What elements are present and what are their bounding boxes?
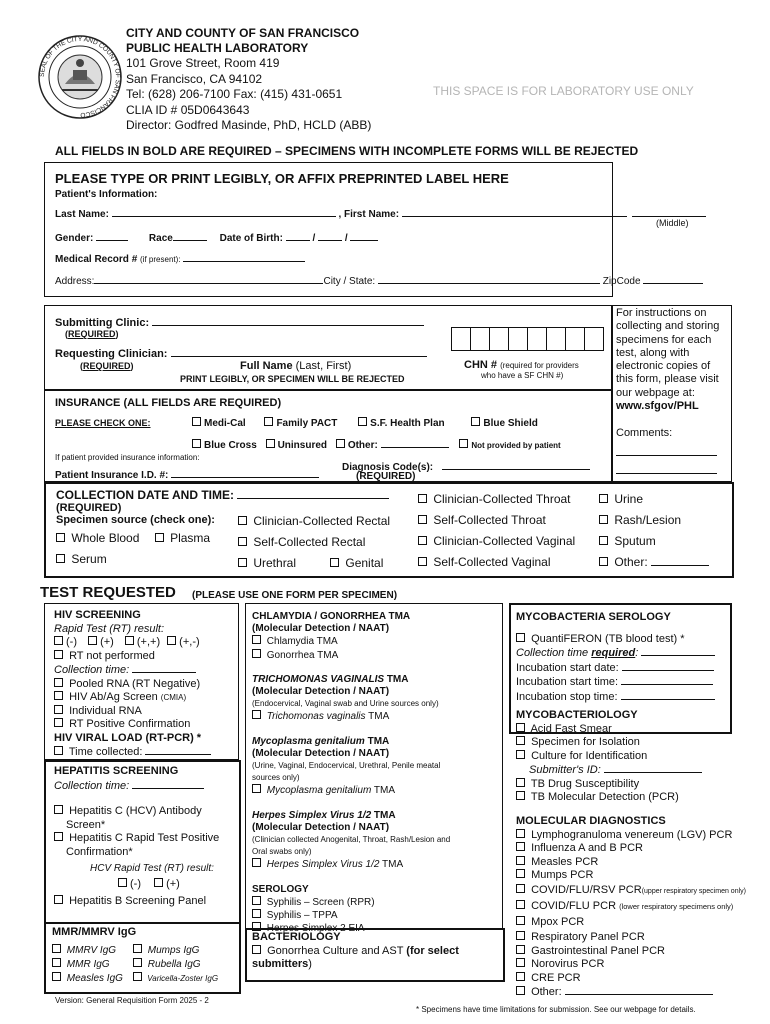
hsv-note-1: (Clinician collected Anogenital, Throat, Rash/Lesion and — [252, 835, 451, 845]
hsv-subtitle: (Molecular Detection / NAAT) — [252, 821, 390, 833]
submitting-required: (REQUIRED) — [65, 329, 119, 339]
influenza-pcr[interactable]: Influenza A and B PCR — [516, 842, 746, 856]
insurance-id-row: Patient Insurance I.D. #: — [55, 468, 319, 481]
source-self-rectal[interactable]: Self-Collected Rectal — [238, 532, 390, 553]
mycobacteriology-section — [516, 709, 702, 805]
trich-subtitle: (Molecular Detection / NAAT) — [252, 686, 390, 698]
zip-field[interactable] — [643, 274, 703, 284]
mycobacteriology-title: MYCOBACTERIOLOGY — [516, 709, 638, 721]
comments-line-1[interactable] — [616, 455, 717, 456]
trich-tma[interactable]: Trichomonas vaginalis TMA — [252, 710, 450, 723]
source-row-blood — [56, 531, 210, 545]
mgen-note-2: sources only) — [252, 773, 300, 783]
hiv-rt-pos-pos[interactable]: (+,+) — [125, 636, 160, 648]
molecular-section — [516, 815, 746, 1000]
gonorrhea-culture[interactable]: Gonorrhea Culture and AST (for select — [252, 945, 459, 959]
chn-note: who have a SF CHN #) — [481, 371, 564, 380]
mrn-field[interactable] — [183, 252, 305, 262]
requesting-required: (REQUIRED) — [80, 361, 134, 371]
hepatitis-c-rapid-confirmation[interactable]: Hepatitis C Rapid Test Positive — [54, 832, 219, 846]
source-serum[interactable]: Serum — [56, 552, 107, 566]
norovirus-pcr[interactable]: Norovirus PCR — [516, 958, 746, 972]
incubation-start-time: Incubation start time: — [516, 675, 715, 690]
molecular-other[interactable]: Other: — [516, 985, 746, 1000]
hepatitis-b-panel[interactable]: Hepatitis B Screening Panel — [54, 891, 219, 909]
insurance-uninsured[interactable]: Uninsured — [266, 440, 327, 451]
diagnosis-row: Diagnosis Code(s): — [342, 460, 590, 473]
form-version: Version: General Requisition Form 2025 - 2 — [55, 996, 209, 1005]
hiv-pooled-rna[interactable]: Pooled RNA (RT Negative) — [54, 678, 211, 692]
ct-ng-title: CHLAMYDIA / GONORRHEA TMA — [252, 611, 411, 622]
mgen-tma[interactable]: Mycoplasma genitalium TMA — [252, 784, 450, 797]
hepatitis-items — [54, 805, 219, 909]
instructions-text: For instructions on collecting and storing specimens for each test, along with electronic copies of this form, please visit our webpage at: www.sfgov/PHL — [616, 307, 720, 413]
source-whole-blood[interactable]: Whole Blood — [56, 531, 139, 545]
respiratory-panel-pcr[interactable]: Respiratory Panel PCR — [516, 931, 746, 945]
tb-molecular-detection[interactable]: TB Molecular Detection (PCR) — [516, 791, 702, 805]
source-sputum[interactable]: Sputum — [599, 531, 709, 552]
hiv-collection-time: Collection time: — [54, 663, 211, 678]
myco-serology-section — [516, 611, 715, 704]
collection-required: (REQUIRED) — [56, 502, 122, 514]
insurance-options-row2 — [192, 438, 561, 451]
hiv-individual-rna[interactable]: Individual RNA — [54, 705, 211, 719]
footnote: * Specimens have time limitations for submission. See our webpage for details. — [416, 1005, 696, 1014]
source-column-2 — [238, 511, 390, 574]
hiv-rt-pos[interactable]: (+) — [88, 636, 114, 648]
measles-igg[interactable]: Measles IgG — [52, 972, 123, 986]
demographics-row: Gender: Race Date of Birth: / / — [55, 231, 378, 244]
hiv-rt-neg[interactable]: (-) — [54, 636, 77, 648]
std-tests-column — [252, 611, 450, 935]
hsv2-eia[interactable]: Herpes Simplex 2 EIA — [252, 922, 450, 935]
serology-title: SEROLOGY — [252, 883, 309, 895]
hiv-viral-load-title: HIV VIRAL LOAD (RT-PCR) * — [54, 731, 202, 744]
culture-identification[interactable]: Culture for Identification — [516, 750, 702, 764]
lab-address: 101 Grove Street, Room 419 San Francisco, CA 94102 Tel: (628) 206-7100 Fax: (415) 431-0651 CLIA ID # 05D0643643 Director: Godfred Masinde, PhD, HCLD (ABB) — [126, 56, 372, 132]
hiv-ab-ag-screen[interactable]: HIV Ab/Ag Screen (CMIA) — [54, 691, 211, 705]
dob-year-field[interactable] — [350, 231, 378, 241]
mmr-column-1 — [52, 944, 123, 986]
hcv-rt-pos[interactable]: (+) — [154, 878, 180, 890]
hcv-rt-neg[interactable]: (-) — [118, 878, 141, 890]
hiv-rt-not-performed[interactable]: RT not performed — [54, 650, 211, 664]
seal-text: SEAL OF THE CITY AND COUNTY OF SAN FRANCISCO — [38, 35, 122, 119]
source-clinician-vaginal[interactable]: Clinician-Collected Vaginal — [418, 531, 575, 552]
source-urine[interactable]: Urine — [599, 489, 709, 510]
chlamydia-tma[interactable]: Chlamydia TMA — [252, 635, 450, 648]
submitter-id: Submitter's ID: — [516, 763, 702, 778]
chn-boxes[interactable] — [451, 327, 603, 351]
webpage-link[interactable]: www.sfgov/PHL — [616, 400, 699, 413]
mumps-igg[interactable]: Mumps IgG — [133, 944, 218, 958]
lgv-pcr[interactable]: Lymphogranuloma venereum (LGV) PCR — [516, 829, 746, 843]
hiv-screening-title: HIV SCREENING — [54, 609, 141, 621]
varicella-igg[interactable]: Varicella-Zoster IgG — [133, 972, 218, 986]
syphilis-rpr[interactable]: Syphilis – Screen (RPR) — [252, 896, 450, 909]
dob-day-field[interactable] — [318, 231, 342, 241]
mgen-note-1: (Urine, Vaginal, Endocervical, Urethral, Penile meatal — [252, 761, 441, 771]
last-name-field[interactable] — [112, 207, 336, 217]
source-urethral[interactable]: Urethral — [238, 556, 296, 570]
chn-label: CHN # (required for providers — [464, 359, 579, 371]
bacteriology-section: BACTERIOLOGY Gonorrhea Culture and AST (for select submitters) — [252, 931, 459, 970]
org-name: CITY AND COUNTY OF SAN FRANCISCO PUBLIC HEALTH LABORATORY — [126, 26, 360, 55]
incubation-stop-time: Incubation stop time: — [516, 690, 715, 705]
trich-title: TRICHOMONAS VAGINALIS TMA — [252, 673, 409, 685]
requesting-clinician-row: Requesting Clinician: — [55, 347, 427, 360]
covid-flu-rsv-pcr[interactable]: COVID/FLU/RSV PCR(upper respiratory specimen only) — [516, 884, 746, 899]
gender-field[interactable] — [96, 231, 128, 241]
measles-pcr[interactable]: Measles PCR — [516, 856, 746, 870]
insurance-title: INSURANCE (ALL FIELDS ARE REQUIRED) — [55, 397, 282, 409]
middle-label: (Middle) — [656, 218, 689, 228]
source-genital[interactable]: Genital — [330, 556, 383, 570]
source-clinician-throat[interactable]: Clinician-Collected Throat — [418, 489, 575, 510]
bacteriology-title: BACTERIOLOGY — [252, 931, 341, 943]
diagnosis-required: (REQUIRED) — [356, 471, 416, 482]
mmr-title: MMR/MMRV IgG — [52, 926, 137, 938]
hcv-rt-result-label: HCV Rapid Test (RT) result: — [90, 863, 214, 874]
source-self-vaginal[interactable]: Self-Collected Vaginal — [418, 552, 575, 573]
hiv-rt-pos-neg[interactable]: (+,-) — [167, 636, 199, 648]
insurance-not-provided[interactable]: Not provided by patient — [459, 440, 560, 451]
mmrv-igg[interactable]: MMRV IgG — [52, 944, 123, 958]
print-legibly: PRINT LEGIBLY, OR SPECIMEN WILL BE REJECTED — [180, 374, 405, 384]
hepatitis-c-antibody[interactable]: Hepatitis C (HCV) Antibody — [54, 805, 219, 819]
acid-fast-smear[interactable]: Acid Fast Smear — [516, 723, 702, 737]
comments-line-2[interactable] — [616, 473, 717, 474]
source-clinician-rectal[interactable]: Clinician-Collected Rectal — [238, 511, 390, 532]
mgen-subtitle: (Molecular Detection / NAAT) — [252, 747, 390, 759]
syphilis-tppa[interactable]: Syphilis – TPPA — [252, 909, 450, 922]
if-provided-label: If patient provided insurance information: — [55, 453, 200, 462]
hiv-time-collected[interactable]: Time collected: — [54, 745, 211, 760]
lab-use-label: THIS SPACE IS FOR LABORATORY USE ONLY — [433, 84, 694, 98]
hepatitis-screening-title: HEPATITIS SCREENING — [54, 765, 179, 777]
insurance-medi-cal[interactable]: Medi-Cal — [192, 418, 246, 429]
address-field[interactable] — [94, 274, 323, 284]
hcv-rt-results — [54, 876, 219, 892]
insurance-options-row1 — [192, 417, 538, 429]
diagnosis-field[interactable] — [442, 460, 590, 470]
source-other[interactable]: Other: — [599, 552, 709, 573]
mmr-igg[interactable]: MMR IgG — [52, 958, 123, 972]
mpox-pcr[interactable]: Mpox PCR — [516, 916, 746, 930]
race-field[interactable] — [173, 231, 207, 241]
hiv-rt-results — [54, 636, 211, 650]
specimen-isolation[interactable]: Specimen for Isolation — [516, 736, 702, 750]
source-rash-lesion[interactable]: Rash/Lesion — [599, 510, 709, 531]
gi-panel-pcr[interactable]: Gastrointestinal Panel PCR — [516, 945, 746, 959]
insurance-blue-cross[interactable]: Blue Cross — [192, 440, 257, 451]
hiv-section — [54, 609, 211, 760]
cre-pcr[interactable]: CRE PCR — [516, 972, 746, 986]
source-other-field[interactable] — [651, 556, 709, 566]
gonorrhea-tma[interactable]: Gonorrhea TMA — [252, 649, 450, 662]
comments-label: Comments: — [616, 427, 673, 439]
covid-flu-pcr[interactable]: COVID/FLU PCR (lower respiratory specimens only) — [516, 900, 746, 914]
full-name-label: Full Name (Last, First) — [240, 360, 352, 372]
mgen-title: Mycoplasma genitalium TMA — [252, 735, 390, 747]
middle-name-field[interactable] — [632, 207, 706, 217]
specimen-source-label: Specimen source (check one): — [56, 514, 215, 526]
submitting-clinic-field[interactable] — [152, 316, 424, 326]
source-plasma[interactable]: Plasma — [155, 531, 210, 545]
source-column-4 — [599, 489, 709, 573]
test-requested-title: TEST REQUESTED — [40, 584, 176, 601]
insurance-id-field[interactable] — [171, 468, 319, 478]
hiv-rt-result-label: Rapid Test (RT) result: — [54, 622, 165, 635]
hiv-rt-positive-confirmation[interactable]: RT Positive Confirmation — [54, 718, 211, 732]
quantiferon-collection-time: Collection time required: — [516, 646, 715, 661]
dob-month-field[interactable] — [286, 231, 310, 241]
hsv-note-2: Oral swabs only) — [252, 847, 312, 857]
name-row: Last Name: , First Name: — [55, 207, 706, 220]
address-row: Address: City / State: ZipCode — [55, 274, 703, 287]
insurance-family-pact[interactable]: Family PACT — [264, 418, 337, 429]
first-name-field[interactable] — [402, 207, 627, 217]
hsv-tma[interactable]: Herpes Simplex Virus 1/2 TMA — [252, 858, 450, 871]
trich-note: (Endocervical, Vaginal swab and Urine sources only) — [252, 699, 439, 709]
collection-date-field[interactable] — [237, 489, 389, 499]
mmr-column-2 — [133, 944, 218, 986]
incubation-start-date: Incubation start date: — [516, 661, 715, 676]
city-state-field[interactable] — [378, 274, 600, 284]
tb-drug-susceptibility[interactable]: TB Drug Susceptibility — [516, 778, 702, 792]
patient-section-title: PLEASE TYPE OR PRINT LEGIBLY, OR AFFIX PREPRINTED LABEL HERE — [55, 171, 509, 186]
mumps-pcr[interactable]: Mumps PCR — [516, 869, 746, 883]
test-requested-subtitle: (PLEASE USE ONE FORM PER SPECIMEN) — [192, 590, 398, 601]
insurance-blue-shield[interactable]: Blue Shield — [471, 418, 537, 429]
insurance-sf-health-plan[interactable]: S.F. Health Plan — [358, 418, 444, 429]
quantiferon[interactable]: QuantiFERON (TB blood test) * — [516, 633, 715, 647]
patient-info-label: Patient's Information: — [55, 189, 158, 200]
ct-ng-subtitle: (Molecular Detection / NAAT) — [252, 623, 390, 635]
collection-date-row: COLLECTION DATE AND TIME: — [56, 488, 389, 502]
mrn-row: Medical Record # (if present): — [55, 252, 305, 265]
submitting-clinic-row: Submitting Clinic: — [55, 316, 424, 329]
rubella-igg[interactable]: Rubella IgG — [133, 958, 218, 972]
seal-logo — [37, 34, 123, 120]
molecular-title: MOLECULAR DIAGNOSTICS — [516, 815, 666, 827]
required-notice: ALL FIELDS IN BOLD ARE REQUIRED – SPECIMENS WITH INCOMPLETE FORMS WILL BE REJECTED — [55, 144, 639, 158]
hsv-title: Herpes Simplex Virus 1/2 TMA — [252, 809, 396, 821]
source-self-throat[interactable]: Self-Collected Throat — [418, 510, 575, 531]
hepatitis-collection-time: Collection time: — [54, 779, 204, 794]
source-column-3 — [418, 489, 575, 573]
check-one-label: PLEASE CHECK ONE: — [55, 418, 151, 428]
hepatitis-c-antibody-cont: Screen* — [66, 818, 106, 831]
myco-serology-title: MYCOBACTERIA SEROLOGY — [516, 611, 671, 623]
insurance-other-field[interactable] — [381, 438, 449, 448]
requesting-clinician-field[interactable] — [171, 347, 427, 357]
insurance-other[interactable]: Other: — [336, 440, 378, 451]
hepatitis-c-rapid-cont: Confirmation* — [66, 845, 133, 858]
hepatitis-section — [54, 765, 204, 793]
